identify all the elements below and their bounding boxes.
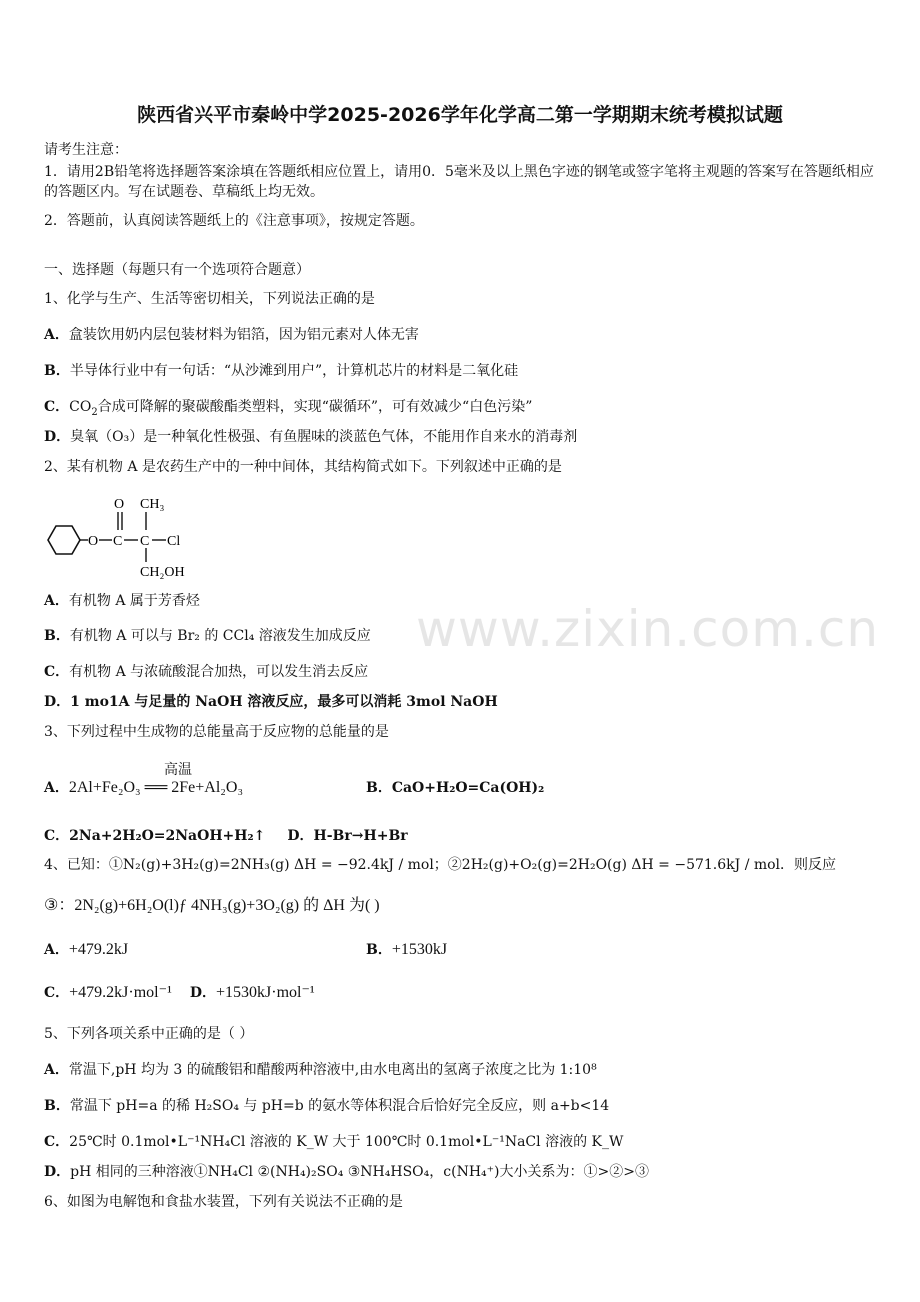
option-letter: D． <box>287 828 314 844</box>
notice-item-2: 2．答题前，认真阅读答题纸上的《注意事项》，按规定答题。 <box>44 213 424 229</box>
carbonyl-oxygen: O <box>114 497 125 512</box>
option-letter: C． <box>44 399 70 415</box>
page-title: 陕西省兴平市秦岭中学2025-2026学年化学高二第一学期期末统考模拟试题 <box>137 104 783 126</box>
chlorine: Cl <box>167 534 181 549</box>
q6-stem: 6、如图为电解饱和食盐水装置，下列有关说法不正确的是 <box>44 1194 403 1210</box>
option-text: 有机物 A 可以与 Br₂ 的 CCl₄ 溶液发生加成反应 <box>69 628 371 644</box>
option-text: 常温下 pH=a 的稀 H₂SO₄ 与 pH=b 的氨水等体积混合后恰好完全反应，则 a+b<14 <box>69 1098 610 1114</box>
option-letter: C． <box>44 1134 70 1150</box>
option-text: +479.2kJ <box>68 941 129 958</box>
option-text: CaO+H₂O=Ca(OH)₂ <box>391 780 545 796</box>
q4-stem: 4、已知：①N₂(g)+3H₂(g)=2NH₃(g) ΔH = −92.4kJ / mol；②2H₂(g)+O₂(g)=2H₂O(g) ΔH = −571.6kJ / mol．则反应 <box>44 857 837 873</box>
option-text: 盒装饮用奶内层包装材料为铝箔，因为铝元素对人体无害 <box>68 327 419 343</box>
option-text: +1530kJ <box>391 941 448 958</box>
watermark: www.zixin.com.cn <box>416 600 880 658</box>
option-text: +479.2kJ·mol⁻¹ <box>69 984 172 1001</box>
notice-heading: 请考生注意： <box>44 142 128 158</box>
section-heading: 一、选择题（每题只有一个选项符合题意） <box>44 262 310 278</box>
q1-option-c <box>44 397 532 423</box>
option-text: H-Br→H+Br <box>313 828 408 844</box>
q5-option-d <box>44 1162 649 1182</box>
carbonyl-carbon: C <box>113 534 123 549</box>
q3-option-a <box>44 778 243 798</box>
option-letter: C． <box>44 985 70 1001</box>
q5-option-a <box>44 1060 597 1080</box>
q1-option-a <box>44 325 419 345</box>
option-letter: D． <box>44 694 71 710</box>
option-letter: B． <box>44 363 70 379</box>
q2-option-a <box>44 591 200 611</box>
option-text: 25℃时 0.1mol•L⁻¹NH₄Cl 溶液的 K_W 大于 100℃时 0.1mol•L⁻¹NaCl 溶液的 K_W <box>69 1134 624 1150</box>
q1-option-b <box>44 361 518 381</box>
option-letter: D． <box>189 985 217 1001</box>
ester-oxygen: O <box>88 534 99 549</box>
option-letter: B． <box>366 942 392 958</box>
q2-option-c <box>44 662 368 682</box>
q4-option-b <box>366 940 447 960</box>
q2-option-d <box>44 692 498 712</box>
subscript: 2 <box>91 406 98 418</box>
notice-item-1: 1．请用2B铅笔将选择题答案涂填在答题纸相应位置上，请用0．5毫米及以上黑色字迹的钢笔或签字笔将主观题的答案写在答题纸相应的答题区内。写在试题卷、草稿纸上均无效。 <box>44 164 874 200</box>
option-text: 半导体行业中有一句话：“从沙滩到用户”，计算机芯片的材料是二氧化硅 <box>69 363 519 379</box>
option-letter: A． <box>44 593 69 609</box>
option-text: 2Na+2H₂O=2NaOH+H₂↑ <box>69 828 266 844</box>
option-text: pH 相同的三种溶液①NH₄Cl ②(NH₄)₂SO₄ ③NH₄HSO₄，c(NH₄⁺)大小关系为：①>②>③ <box>70 1164 649 1180</box>
q3-option-cd <box>44 826 408 846</box>
structure-diagram <box>40 490 200 582</box>
option-letter: B． <box>44 1098 70 1114</box>
option-text: 有机物 A 与浓硫酸混合加热，可以发生消去反应 <box>69 664 369 680</box>
option-letter: D． <box>44 1164 71 1180</box>
q1-stem: 1、化学与生产、生活等密切相关，下列说法正确的是 <box>44 291 375 307</box>
option-text-post: 合成可降解的聚碳酸酯类塑料，实现“碳循环”，可有效减少“白色污染” <box>97 399 533 415</box>
q5-option-b <box>44 1096 609 1116</box>
q4-option-cd <box>44 983 315 1003</box>
option-letter: C． <box>44 828 70 844</box>
q4-option-a <box>44 940 128 960</box>
option-text-pre: CO <box>69 399 92 415</box>
hydroxymethyl-group: CH₂OH <box>140 565 185 580</box>
option-text: 臭氧（O₃）是一种氧化性极强、有鱼腥味的淡蓝色气体，不能用作自来水的消毒剂 <box>70 429 578 445</box>
q3-stem: 3、下列过程中生成物的总能量高于反应物的总能量的是 <box>44 724 389 740</box>
q3-option-b <box>366 778 544 798</box>
methyl-group: CH₃ <box>140 497 165 512</box>
option-text: 有机物 A 属于芳香烃 <box>68 593 200 609</box>
benzene-ring <box>48 526 80 554</box>
option-letter: A． <box>44 1062 69 1078</box>
q2-option-b <box>44 626 371 646</box>
option-letter: D． <box>44 429 71 445</box>
q3-condition: 高温 <box>164 762 192 778</box>
option-letter: A． <box>44 780 69 796</box>
option-equation: 2Al+Fe₂O₃ ══ 2Fe+Al₂O₃ <box>68 779 244 796</box>
structural-formula <box>40 490 200 586</box>
option-text: +1530kJ·mol⁻¹ <box>216 984 315 1001</box>
quaternary-carbon: C <box>140 534 150 549</box>
q1-option-d <box>44 427 577 447</box>
q4-stem-2: ③：2N₂(g)+6H₂O(l)ƒ 4NH₃(g)+3O₂(g) 的 ΔH 为( ) <box>44 897 380 914</box>
option-text: 1 mo1A 与足量的 NaOH 溶液反应，最多可以消耗 3mol NaOH <box>70 694 498 710</box>
option-letter: A． <box>44 327 69 343</box>
q5-stem: 5、下列各项关系中正确的是（ ） <box>44 1026 254 1042</box>
option-letter: B． <box>366 780 392 796</box>
option-letter: A． <box>44 942 69 958</box>
q2-stem: 2、某有机物 A 是农药生产中的一种中间体，其结构简式如下。下列叙述中正确的是 <box>44 459 562 475</box>
option-text: 常温下,pH 均为 3 的硫酸铝和醋酸两种溶液中,由水电离出的氢离子浓度之比为 1:10⁸ <box>68 1062 597 1078</box>
option-letter: B． <box>44 628 70 644</box>
q5-option-c <box>44 1132 623 1152</box>
option-letter: C． <box>44 664 70 680</box>
